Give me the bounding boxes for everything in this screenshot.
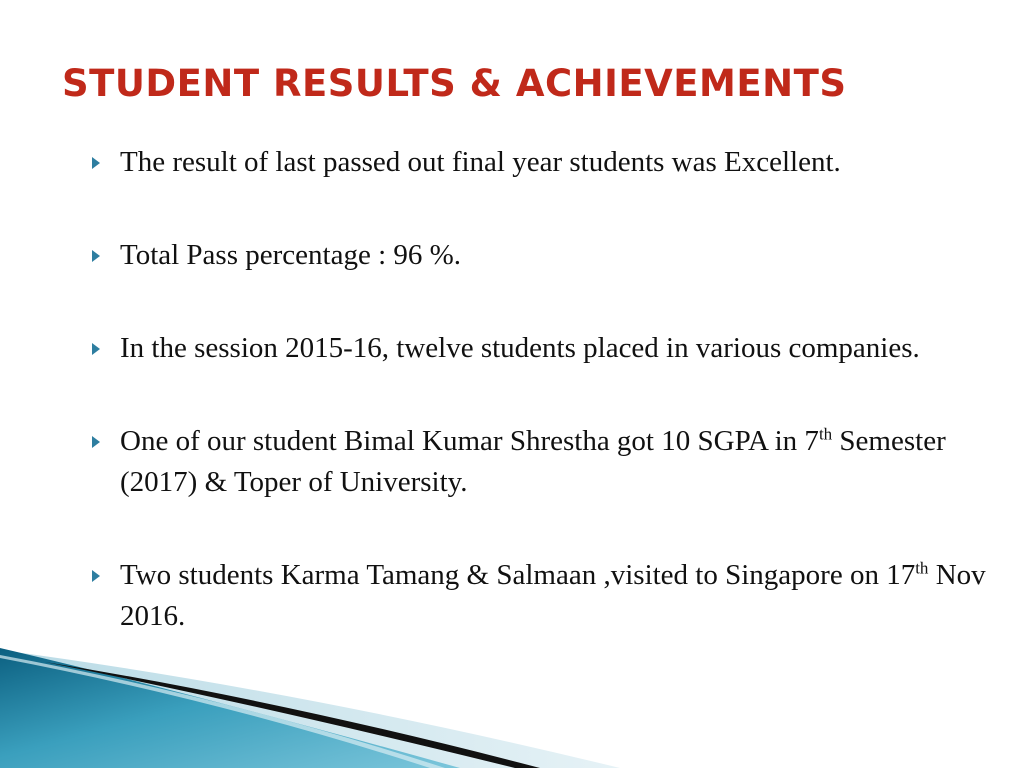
bullet-text-part: Semester (2017) & Toper of University.: [120, 425, 946, 498]
bullet-text: In the session 2015-16, twelve students placed in various companies.: [120, 332, 920, 364]
slide-title: STUDENT RESULTS & ACHIEVEMENTS: [62, 62, 847, 105]
bullet-item: [90, 235, 990, 276]
bullet-item: [90, 555, 990, 637]
bullet-text: Total Pass percentage : 96 %.: [120, 239, 462, 271]
ordinal-suffix: th: [915, 558, 929, 578]
triangle-right-icon: [92, 157, 100, 169]
bullet-text: [120, 425, 946, 498]
bullet-text-part: Two students Karma Tamang & Salmaan ,visited to Singapore on 17: [120, 559, 916, 591]
ordinal-suffix: th: [818, 424, 833, 444]
bullet-text: The result of last passed out final year students was Excellent.: [120, 146, 841, 178]
triangle-right-icon: [92, 343, 100, 355]
triangle-right-icon: [92, 570, 100, 582]
triangle-right-icon: [92, 250, 100, 262]
bullet-item: [90, 328, 990, 369]
bullet-text: [120, 559, 986, 632]
bullet-list: [90, 142, 990, 689]
bullet-text-part: Nov 2016.: [120, 559, 986, 632]
bullet-item: [90, 421, 990, 503]
bullet-item: [90, 142, 990, 183]
triangle-right-icon: [92, 436, 100, 448]
bullet-text-part: One of our student Bimal Kumar Shrestha got 10 SGPA in 7: [120, 425, 819, 457]
